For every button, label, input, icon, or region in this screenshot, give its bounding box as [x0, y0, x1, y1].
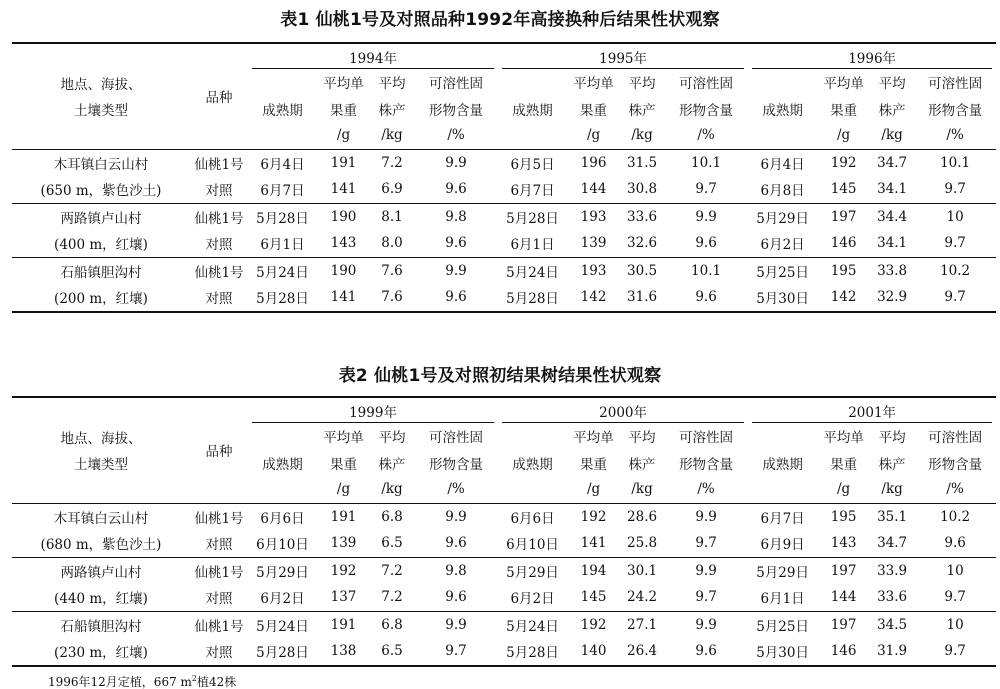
header-ripening: 成熟期	[762, 456, 803, 473]
data-cell: 7.6	[370, 284, 414, 312]
header-solids-unit: /%	[946, 127, 964, 144]
data-cell: 6月2日	[260, 591, 305, 608]
data-cell: 6月9日	[760, 537, 805, 554]
variety-cell: 对照	[205, 537, 233, 554]
table-1-title: 表1 仙桃1号及对照品种1992年高接换种后结果性状观察	[280, 10, 720, 30]
data-cell: 34.4	[870, 203, 914, 230]
header-yield-line1: 平均	[628, 430, 656, 447]
header-solids-line2: 形物含量	[679, 456, 734, 473]
data-cell: 33.6	[620, 203, 664, 230]
header-location-line2: 土壤类型	[74, 457, 128, 474]
header-yield-line2: 株产	[628, 102, 656, 119]
header-ripening: 成熟期	[262, 456, 303, 473]
data-cell: 6月10日	[256, 537, 309, 554]
data-cell: 5月25日	[748, 257, 817, 284]
data-cell: 6.5	[381, 535, 403, 552]
data-cell: 190	[317, 257, 370, 284]
data-cell: 197	[817, 557, 870, 584]
data-cell: 5月29日	[748, 203, 817, 230]
data-cell: 31.6	[620, 284, 664, 312]
data-cell: 6月6日	[248, 503, 317, 530]
data-cell: 9.9	[414, 503, 498, 530]
data-cell: 6.8	[370, 503, 414, 530]
header-weight-line1: 平均单	[323, 76, 364, 93]
data-cell: 143	[330, 235, 357, 252]
table-2-title: 表2 仙桃1号及对照初结果树结果性状观察	[338, 366, 662, 386]
data-cell: 9.7	[695, 589, 717, 606]
header-variety: 品种	[190, 397, 248, 503]
header-yield-unit: /kg	[631, 481, 653, 498]
data-cell: 9.7	[695, 181, 717, 198]
data-cell: 145	[580, 589, 607, 606]
data-cell: 193	[567, 257, 620, 284]
data-cell: 5月30日	[748, 284, 817, 312]
data-cell: 142	[567, 284, 620, 312]
data-cell: 192	[567, 611, 620, 638]
header-yield-unit: /kg	[881, 127, 903, 144]
header-year: 1995年	[498, 43, 748, 69]
location-cell: 木耳镇白云山村	[12, 503, 190, 530]
header-weight-unit: /g	[336, 481, 351, 498]
data-cell: 28.6	[620, 503, 664, 530]
header-yield-unit: /kg	[881, 481, 903, 498]
header-yield-line2: 株产	[878, 102, 906, 119]
data-cell: 9.9	[414, 257, 498, 284]
data-cell: 197	[817, 611, 870, 638]
data-cell: 34.7	[877, 535, 908, 552]
location-cell: 石船镇胆沟村	[12, 611, 190, 638]
header-yield-line2: 株产	[378, 102, 406, 119]
header-yield-line2: 株产	[628, 456, 656, 473]
data-cell: 34.5	[870, 611, 914, 638]
header-solids-unit: /%	[946, 481, 964, 498]
header-year: 1994年	[248, 43, 498, 69]
variety-cell: 对照	[190, 284, 248, 312]
table-row	[12, 611, 996, 638]
data-cell: 9.7	[944, 235, 966, 252]
table-row	[12, 203, 996, 230]
data-cell: 10.2	[914, 257, 996, 284]
data-cell: 6月2日	[510, 591, 555, 608]
data-cell: 196	[567, 149, 620, 176]
data-cell: 10.1	[914, 149, 996, 176]
data-cell: 146	[830, 235, 857, 252]
data-cell: 9.7	[695, 535, 717, 552]
header-location-line2: 土壤类型	[74, 103, 128, 120]
data-cell: 9.7	[914, 284, 996, 312]
header-location-line1: 地点、海拔、	[60, 431, 142, 448]
footnote-sup: 2	[191, 674, 198, 683]
data-cell: 5月24日	[248, 611, 317, 638]
data-cell: 7.2	[370, 149, 414, 176]
data-cell: 9.9	[664, 503, 748, 530]
data-cell: 9.6	[664, 284, 748, 312]
header-solids-line1: 可溶性固	[429, 430, 484, 447]
data-cell: 6.8	[370, 611, 414, 638]
data-cell: 191	[317, 149, 370, 176]
data-cell: 34.1	[877, 235, 908, 252]
data-cell: 5月28日	[498, 284, 567, 312]
table-row	[12, 557, 996, 584]
data-cell: 143	[830, 535, 857, 552]
data-cell: 6月2日	[760, 237, 805, 254]
data-cell: 34.1	[877, 181, 908, 198]
data-cell: 138	[317, 638, 370, 666]
data-cell: 10	[914, 611, 996, 638]
header-solids-line2: 形物含量	[429, 456, 484, 473]
variety-cell: 仙桃1号	[190, 149, 248, 176]
data-cell: 24.2	[627, 589, 658, 606]
header-weight-unit: /g	[836, 481, 851, 498]
data-cell: 192	[817, 149, 870, 176]
location-cell: 两路镇卢山村	[12, 557, 190, 584]
footnote	[48, 672, 236, 689]
header-solids-unit: /%	[697, 127, 715, 144]
header-weight-unit: /g	[586, 127, 601, 144]
header-yield-unit: /kg	[381, 481, 403, 498]
header-solids-unit: /%	[447, 127, 465, 144]
data-cell: 27.1	[620, 611, 664, 638]
data-cell: 194	[567, 557, 620, 584]
data-cell: 6月10日	[506, 537, 559, 554]
variety-cell: 对照	[205, 237, 233, 254]
data-cell: 32.6	[627, 235, 658, 252]
data-cell: 191	[317, 611, 370, 638]
table-row	[12, 176, 996, 203]
data-cell: 6.5	[370, 638, 414, 666]
data-cell: 142	[817, 284, 870, 312]
data-cell: 192	[567, 503, 620, 530]
header-yield-unit: /kg	[631, 127, 653, 144]
header-solids-unit: /%	[697, 481, 715, 498]
table-row	[12, 284, 996, 312]
data-cell: 9.9	[414, 611, 498, 638]
data-cell: 9.8	[414, 203, 498, 230]
data-cell: 8.1	[370, 203, 414, 230]
data-cell: 6月5日	[498, 149, 567, 176]
location-cell: 两路镇卢山村	[12, 203, 190, 230]
data-cell: 9.6	[445, 535, 467, 552]
data-cell: 9.7	[944, 181, 966, 198]
header-year: 1999年	[248, 397, 498, 423]
data-cell: 35.1	[870, 503, 914, 530]
footnote-text: 1996年12月定植，667 m	[48, 675, 192, 689]
header-yield-line2: 株产	[378, 456, 406, 473]
header-year: 2001年	[748, 397, 996, 423]
data-cell: 9.6	[445, 235, 467, 252]
table-row	[12, 503, 996, 530]
location-cell: (200 m，红壤)	[12, 284, 190, 312]
header-solids-line1: 可溶性固	[928, 430, 983, 447]
header-variety: 品种	[190, 43, 248, 149]
header-weight-line2: 果重	[830, 456, 858, 473]
data-cell: 5月29日	[498, 557, 567, 584]
data-cell: 6月1日	[260, 237, 305, 254]
data-cell: 193	[567, 203, 620, 230]
data-cell: 26.4	[620, 638, 664, 666]
data-cell: 6.9	[381, 181, 403, 198]
data-cell: 34.7	[870, 149, 914, 176]
data-cell: 9.6	[944, 535, 966, 552]
header-weight-line1: 平均单	[323, 430, 364, 447]
header-location	[12, 397, 190, 503]
variety-cell: 仙桃1号	[190, 503, 248, 530]
header-weight-unit: /g	[836, 127, 851, 144]
header-solids-unit: /%	[447, 481, 465, 498]
data-cell: 195	[817, 257, 870, 284]
location-cell: 木耳镇白云山村	[12, 149, 190, 176]
header-solids-line1: 可溶性固	[429, 76, 484, 93]
data-cell: 31.5	[620, 149, 664, 176]
data-cell: 9.6	[445, 589, 467, 606]
location-cell: (400 m，红壤)	[54, 237, 148, 254]
data-cell: 33.6	[877, 589, 908, 606]
data-cell: 6月6日	[498, 503, 567, 530]
data-cell: 5月28日	[248, 284, 317, 312]
header-yield-line2: 株产	[878, 456, 906, 473]
variety-cell: 对照	[205, 591, 233, 608]
table-row	[12, 584, 996, 611]
data-cell: 140	[567, 638, 620, 666]
header-ripening: 成熟期	[512, 102, 553, 119]
data-cell: 9.8	[414, 557, 498, 584]
header-location	[12, 43, 190, 149]
header-yield-unit: /kg	[381, 127, 403, 144]
header-year: 1996年	[748, 43, 996, 69]
data-cell: 9.6	[414, 284, 498, 312]
data-cell: 191	[317, 503, 370, 530]
header-solids-line2: 形物含量	[928, 102, 983, 119]
table-1	[12, 42, 996, 313]
header-solids-line2: 形物含量	[679, 102, 734, 119]
data-cell: 139	[580, 235, 607, 252]
header-weight-line2: 果重	[330, 102, 357, 119]
variety-cell: 仙桃1号	[190, 203, 248, 230]
variety-cell: 仙桃1号	[190, 611, 248, 638]
data-cell: 7.6	[370, 257, 414, 284]
data-cell: 6月1日	[760, 591, 805, 608]
data-cell: 190	[317, 203, 370, 230]
data-cell: 6月8日	[760, 183, 805, 200]
data-cell: 9.9	[664, 203, 748, 230]
header-weight-line2: 果重	[830, 102, 858, 119]
location-cell: (680 m，紫色沙土)	[40, 537, 162, 554]
data-cell: 5月29日	[248, 557, 317, 584]
data-cell: 31.9	[870, 638, 914, 666]
data-cell: 5月28日	[248, 203, 317, 230]
data-cell: 10.2	[914, 503, 996, 530]
header-location-line1: 地点、海拔、	[60, 77, 142, 94]
data-cell: 6月7日	[748, 503, 817, 530]
data-cell: 9.6	[664, 638, 748, 666]
data-cell: 10	[914, 557, 996, 584]
data-cell: 192	[317, 557, 370, 584]
data-cell: 5月29日	[748, 557, 817, 584]
data-cell: 9.9	[664, 611, 748, 638]
data-cell: 5月28日	[498, 638, 567, 666]
data-cell: 5月25日	[748, 611, 817, 638]
header-solids-line2: 形物含量	[928, 456, 983, 473]
data-cell: 7.2	[370, 557, 414, 584]
variety-cell: 仙桃1号	[190, 257, 248, 284]
data-cell: 141	[317, 284, 370, 312]
data-cell: 197	[817, 203, 870, 230]
table-row	[12, 530, 996, 557]
data-cell: 6月1日	[510, 237, 555, 254]
data-cell: 6月4日	[248, 149, 317, 176]
header-weight-line2: 果重	[330, 456, 357, 473]
header-year: 2000年	[498, 397, 748, 423]
header-solids-line1: 可溶性固	[928, 76, 983, 93]
location-cell: 石船镇胆沟村	[12, 257, 190, 284]
data-cell: 141	[330, 181, 357, 198]
data-cell: 10.1	[664, 149, 748, 176]
data-cell: 145	[830, 181, 857, 198]
data-cell: 10.1	[664, 257, 748, 284]
header-yield-line1: 平均	[878, 76, 906, 93]
header-solids-line1: 可溶性固	[679, 76, 734, 93]
table-row	[12, 149, 996, 176]
data-cell: 30.8	[627, 181, 658, 198]
header-yield-line1: 平均	[378, 76, 406, 93]
footnote-text-after: 植42株	[197, 675, 237, 689]
data-cell: 30.1	[620, 557, 664, 584]
header-ripening: 成熟期	[512, 456, 553, 473]
variety-cell: 仙桃1号	[190, 557, 248, 584]
header-yield-line1: 平均	[628, 76, 656, 93]
header-weight-line1: 平均单	[823, 430, 864, 447]
data-cell: 9.6	[695, 235, 717, 252]
data-cell: 6月7日	[510, 183, 555, 200]
data-cell: 5月28日	[248, 638, 317, 666]
data-cell: 25.8	[627, 535, 658, 552]
data-cell: 9.7	[414, 638, 498, 666]
header-weight-line1: 平均单	[823, 76, 864, 93]
data-cell: 32.9	[870, 284, 914, 312]
data-cell: 137	[330, 589, 357, 606]
data-cell: 5月28日	[498, 203, 567, 230]
table-row	[12, 638, 996, 666]
data-cell: 6月7日	[260, 183, 305, 200]
data-cell: 5月24日	[248, 257, 317, 284]
data-cell: 146	[817, 638, 870, 666]
variety-cell: 对照	[205, 183, 233, 200]
header-weight-line1: 平均单	[573, 430, 614, 447]
header-yield-line1: 平均	[878, 430, 906, 447]
header-weight-line1: 平均单	[573, 76, 614, 93]
header-ripening: 成熟期	[262, 102, 303, 119]
data-cell: 5月24日	[498, 611, 567, 638]
data-cell: 9.9	[414, 149, 498, 176]
data-cell: 9.6	[445, 181, 467, 198]
data-cell: 9.7	[944, 589, 966, 606]
location-cell: (230 m，红壤)	[12, 638, 190, 666]
table-2	[12, 396, 996, 667]
variety-cell: 对照	[190, 638, 248, 666]
location-cell: (650 m，紫色沙土)	[40, 183, 162, 200]
data-cell: 7.2	[381, 589, 403, 606]
data-cell: 5月30日	[748, 638, 817, 666]
header-solids-line1: 可溶性固	[679, 430, 734, 447]
header-weight-unit: /g	[586, 481, 601, 498]
header-weight-line2: 果重	[580, 102, 608, 119]
data-cell: 9.7	[914, 638, 996, 666]
table-row	[12, 257, 996, 284]
header-ripening: 成熟期	[762, 102, 803, 119]
table-row	[12, 230, 996, 257]
data-cell: 9.9	[664, 557, 748, 584]
header-solids-line2: 形物含量	[429, 102, 484, 119]
header-weight-unit: /g	[336, 127, 351, 144]
data-cell: 144	[580, 181, 607, 198]
data-cell: 10	[914, 203, 996, 230]
data-cell: 195	[817, 503, 870, 530]
data-cell: 141	[580, 535, 607, 552]
data-cell: 144	[830, 589, 857, 606]
data-cell: 30.5	[620, 257, 664, 284]
location-cell: (440 m，红壤)	[54, 591, 148, 608]
header-yield-line1: 平均	[378, 430, 406, 447]
data-cell: 139	[330, 535, 357, 552]
data-cell: 5月24日	[498, 257, 567, 284]
header-weight-line2: 果重	[580, 456, 608, 473]
data-cell: 33.8	[870, 257, 914, 284]
data-cell: 6月4日	[748, 149, 817, 176]
data-cell: 8.0	[381, 235, 403, 252]
data-cell: 33.9	[870, 557, 914, 584]
